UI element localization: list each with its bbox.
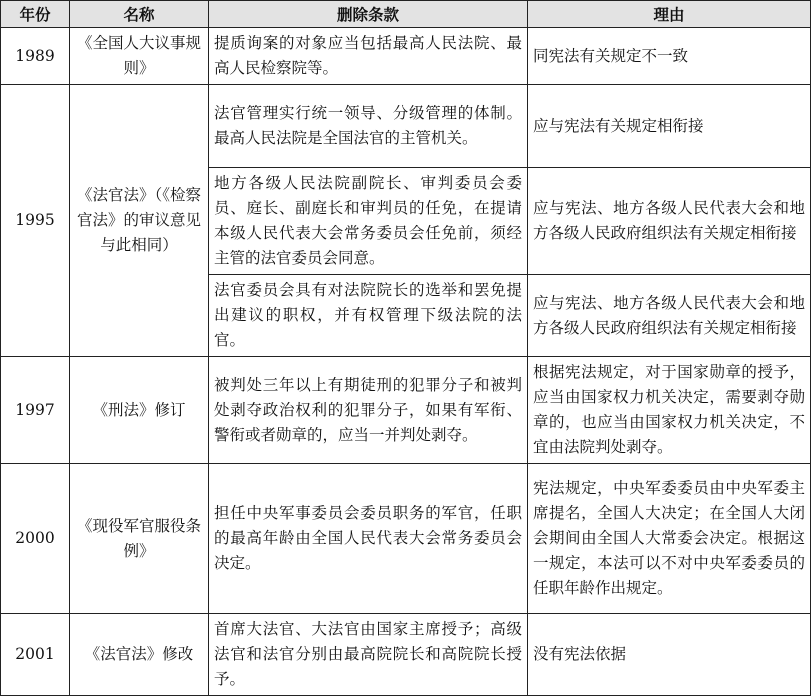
- clause-cell: 提质询案的对象应当包括最高人民法院、最高人民检察院等。: [209, 28, 528, 85]
- table-row: [1, 28, 811, 85]
- header-name: 名称: [70, 1, 209, 28]
- year-cell: 1997: [1, 357, 70, 464]
- clause-cell: 地方各级人民法院副院长、审判委员会委员、庭长、副庭长和审判员的任免，在提请本级人民代表大会常务委员会任免前，须经主管的法官委员会同意。: [209, 168, 528, 275]
- table-row: [1, 357, 811, 464]
- name-cell: 《法官法》修改: [70, 614, 209, 696]
- reason-cell: 应与宪法有关规定相衔接: [528, 85, 811, 168]
- header-row: [1, 1, 811, 28]
- reason-cell: 应与宪法、地方各级人民代表大会和地方各级人民政府组织法有关规定相衔接: [528, 168, 811, 275]
- header-year: 年份: [1, 1, 70, 28]
- year-cell: 1989: [1, 28, 70, 85]
- clause-cell: 首席大法官、大法官由国家主席授予；高级法官和法官分别由最高院院长和高院院长授予。: [209, 614, 528, 696]
- clause-cell: 担任中央军事委员会委员职务的军官，任职的最高年龄由全国人民代表大会常务委员会决定。: [209, 464, 528, 614]
- name-cell: 《现役军官服役条例》: [70, 464, 209, 614]
- year-cell: 2001: [1, 614, 70, 696]
- table-row: [1, 614, 811, 696]
- name-cell: 《全国人大议事规则》: [70, 28, 209, 85]
- clause-cell: 被判处三年以上有期徒刑的犯罪分子和被判处剥夺政治权利的犯罪分子，如果有军衔、警衔或者勋章的，应当一并判处剥夺。: [209, 357, 528, 464]
- reason-cell: 没有宪法依据: [528, 614, 811, 696]
- reason-cell: 宪法规定，中央军委委员由中央军委主席提名，全国人大决定；在全国人大闭会期间由全国人大常委会决定。根据这一规定，本法可以不对中央军委委员的任职年龄作出规定。: [528, 464, 811, 614]
- reason-cell: 根据宪法规定，对于国家勋章的授予，应当由国家权力机关决定，需要剥夺勋章的，也应当由国家权力机关决定，不宜由法院判处剥夺。: [528, 357, 811, 464]
- table-row: [1, 464, 811, 614]
- name-cell: 《刑法》修订: [70, 357, 209, 464]
- reason-cell: 应与宪法、地方各级人民代表大会和地方各级人民政府组织法有关规定相衔接: [528, 275, 811, 357]
- header-reason: 理由: [528, 1, 811, 28]
- table-row: [1, 85, 811, 168]
- header-clause: 删除条款: [209, 1, 528, 28]
- year-cell: 1995: [1, 85, 70, 357]
- reason-cell: 同宪法有关规定不一致: [528, 28, 811, 85]
- clause-cell: 法官管理实行统一领导、分级管理的体制。最高人民法院是全国法官的主管机关。: [209, 85, 528, 168]
- clause-cell: 法官委员会具有对法院院长的选举和罢免提出建议的职权，并有权管理下级法院的法官。: [209, 275, 528, 357]
- name-cell: 《法官法》（《检察官法》的审议意见与此相同）: [70, 85, 209, 357]
- year-cell: 2000: [1, 464, 70, 614]
